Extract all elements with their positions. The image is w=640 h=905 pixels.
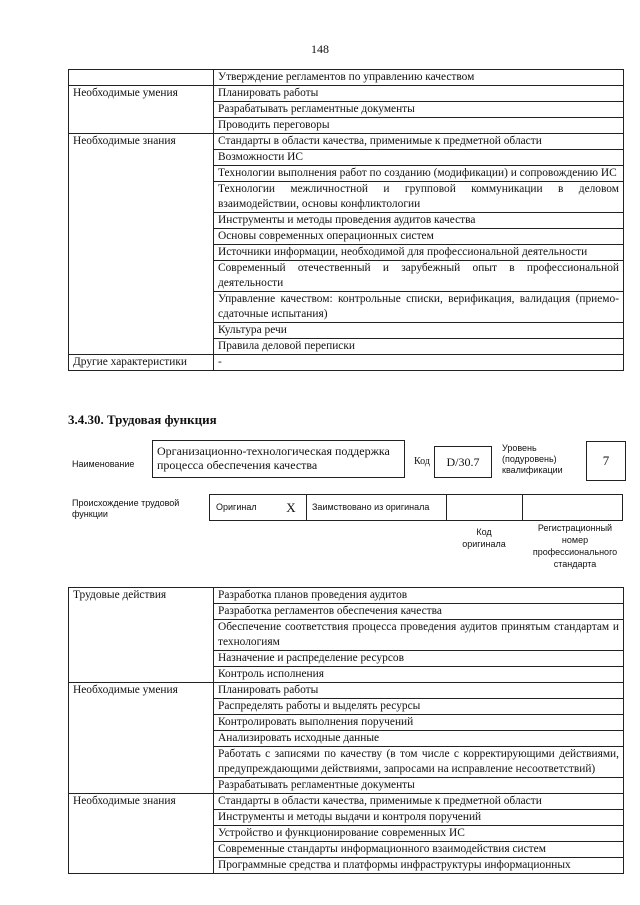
row-value: Культура речи <box>214 323 624 339</box>
requirements-table-bottom <box>68 587 624 874</box>
table-row <box>69 683 624 699</box>
row-value: Технологии межличностной и групповой коммуникации в деловом взаимодействии, основы конфликтологии <box>214 182 624 213</box>
row-label: Необходимые умения <box>69 86 214 134</box>
row-value: Инструменты и методы проведения аудитов качества <box>214 213 624 229</box>
divider <box>522 495 523 520</box>
row-value: - <box>214 355 624 371</box>
row-value: Анализировать исходные данные <box>214 731 624 747</box>
level-label: Уровень (подуровень) квалификации <box>502 443 563 475</box>
row-value: Разработка планов проведения аудитов <box>214 588 624 604</box>
code-box: D/30.7 <box>434 446 492 478</box>
original-mark: X <box>286 500 296 515</box>
row-value: Контролировать выполнения поручений <box>214 715 624 731</box>
row-value: Источники информации, необходимой для профессиональной деятельности <box>214 245 624 261</box>
code-label: Код <box>414 456 430 467</box>
row-label: Необходимые умения <box>69 683 214 794</box>
reg-number-label: Регистрационный номер профессионального стандарта <box>532 523 618 569</box>
code-original-label: Код оригинала <box>462 527 506 549</box>
row-value: Основы современных операционных систем <box>214 229 624 245</box>
row-value: Стандарты в области качества, применимые к предметной области <box>214 134 624 150</box>
row-value: Обеспечение соответствия процесса проведения аудитов принятым стандартам и технологиям <box>214 620 624 651</box>
row-value: Распределять работы и выделять ресурсы <box>214 699 624 715</box>
row-value: Современные стандарты информационного взаимодействия систем <box>214 842 624 858</box>
level-box: 7 <box>586 441 626 481</box>
row-value: Возможности ИС <box>214 150 624 166</box>
row-value: Планировать работы <box>214 86 624 102</box>
table-row <box>69 794 624 810</box>
row-value: Работать с записями по качеству (в том числе с корректирующими действиями, предупреждающими действиями, запросами на исправление несоответствий) <box>214 747 624 778</box>
name-label: Наименование <box>72 459 135 469</box>
row-value: Управление качеством: контрольные списки, верификация, валидация (приемо-сдаточные испытания) <box>214 292 624 323</box>
borrowed-label: Заимствовано из оригинала <box>312 502 430 512</box>
original-label: Оригинал <box>216 502 257 512</box>
row-value: Инструменты и методы выдачи и контроля поручений <box>214 810 624 826</box>
section-title: 3.4.30. Трудовая функция <box>68 412 217 427</box>
table-row <box>69 588 624 604</box>
divider <box>446 495 447 520</box>
row-value: Устройство и функционирование современных ИС <box>214 826 624 842</box>
row-value: Стандарты в области качества, применимые к предметной области <box>214 794 624 810</box>
row-label: Трудовые действия <box>69 588 214 683</box>
row-label: Необходимые знания <box>69 794 214 874</box>
row-value: Правила деловой переписки <box>214 339 624 355</box>
page-number: 148 <box>311 42 329 56</box>
row-value: Современный отечественный и зарубежный опыт в профессиональной деятельности <box>214 261 624 292</box>
row-label: Необходимые знания <box>69 134 214 355</box>
row-value: Назначение и распределение ресурсов <box>214 651 624 667</box>
row-value: Проводить переговоры <box>214 118 624 134</box>
row-label: Другие характеристики <box>69 355 214 371</box>
origin-label: Происхождение трудовой функции <box>72 498 180 519</box>
row-value: Технологии выполнения работ по созданию (модификации) и сопровождению ИС <box>214 166 624 182</box>
row-value: Разрабатывать регламентные документы <box>214 778 624 794</box>
row-value: Планировать работы <box>214 683 624 699</box>
requirements-table-top <box>68 69 624 371</box>
divider <box>306 495 307 520</box>
function-name-box: Организационно-технологическая поддержка процесса обеспечения качества <box>152 440 405 478</box>
table-row <box>69 70 624 86</box>
table-row <box>69 355 624 371</box>
origin-row <box>209 494 623 521</box>
row-label <box>69 70 214 86</box>
row-value: Разрабатывать регламентные документы <box>214 102 624 118</box>
row-value: Программные средства и платформы инфраструктуры информационных <box>214 858 624 874</box>
table-row <box>69 86 624 102</box>
row-value: Контроль исполнения <box>214 667 624 683</box>
table-row <box>69 134 624 150</box>
row-value: Утверждение регламентов по управлению качеством <box>214 70 624 86</box>
row-value: Разработка регламентов обеспечения качества <box>214 604 624 620</box>
